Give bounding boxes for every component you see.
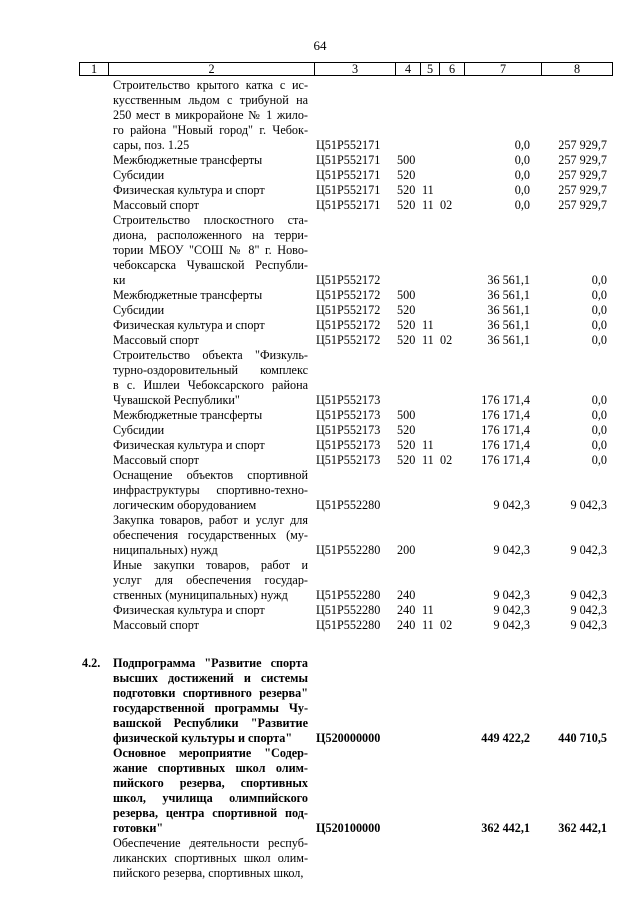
row-name [113,213,308,288]
header-col-5: 5 [421,63,440,76]
table-row [0,333,640,348]
table-row [0,558,640,603]
row-name-line: сары, поз. 1.25 [113,138,190,152]
row-value-col8: 0,0 [591,423,607,437]
header-col-3: 3 [315,63,396,76]
row-expense-type: 520 [397,318,416,332]
header-col-6: 6 [440,63,465,76]
row-code: Ц51Р552280 [316,543,381,557]
row-value-col7: 176 171,4 [481,453,530,467]
row-name [113,746,308,836]
row-name-line: 250 мест в микрорайоне № 1 жило- [113,108,308,122]
row-value-col7: 176 171,4 [481,408,530,422]
row-value-col7: 36 561,1 [487,273,530,287]
row-name-line: государственной программы Чу- [113,701,308,715]
header-col-8: 8 [542,63,613,76]
row-name-line: Строительство плоскостного ста- [113,213,308,227]
row-name [113,318,308,333]
row-name-line: Иные закупки товаров, работ и [113,558,308,572]
row-name-line: Строительство объекта "Физкуль- [113,348,308,362]
row-name-line: обеспечения государственных (му- [113,528,308,542]
row-value-col8: 9 042,3 [570,498,607,512]
row-name-line: ки [113,273,126,287]
row-code: Ц51Р552280 [316,498,381,512]
row-expense-type: 240 [397,603,416,617]
row-value-col7: 36 561,1 [487,318,530,332]
table-row [0,468,640,513]
table-row [0,453,640,468]
row-value-col7: 176 171,4 [481,393,530,407]
table-header [79,62,613,76]
header-col-7: 7 [465,63,542,76]
row-name-line: Физическая культура и спорт [113,183,265,197]
row-name-line: ниципальных) нужд [113,543,218,557]
row-name-line: Обеспечение деятельности респуб- [113,836,308,850]
row-name [113,656,308,746]
row-name-line: высших достижений и системы [113,671,308,685]
row-name-line: ственных (муниципальных) нужд [113,588,288,602]
row-section: 11 [422,438,434,452]
row-name-line: логическим оборудованием [113,498,257,512]
row-expense-type: 520 [397,423,416,437]
row-value-col8: 440 710,5 [558,731,607,745]
row-subsection: 02 [440,453,453,467]
row-code: Ц51Р552172 [316,273,381,287]
table-row [0,168,640,183]
row-name-line: Межбюджетные трансферты [113,288,263,302]
row-value-col7: 176 171,4 [481,438,530,452]
row-value-col8: 0,0 [591,303,607,317]
row-name [113,198,308,213]
table-row [0,348,640,408]
row-name-line: Подпрограмма "Развитие спорта [113,656,308,670]
row-code: Ц51Р552280 [316,618,381,632]
row-value-col8: 257 929,7 [558,198,607,212]
row-subsection: 02 [440,198,453,212]
row-name-line: физической культуры и спорта" [113,731,293,745]
row-value-col7: 0,0 [514,138,530,152]
header-col-4: 4 [396,63,421,76]
row-name-line: готовки" [113,821,164,835]
row-name [113,513,308,558]
row-name [113,333,308,348]
row-name-line: диона, расположенного на терри- [113,228,308,242]
row-expense-type: 520 [397,333,416,347]
row-name-line: Массовый спорт [113,618,199,632]
row-section: 11 [422,333,434,347]
row-code: Ц51Р552172 [316,303,381,317]
row-value-col7: 0,0 [514,183,530,197]
row-name-line: Массовый спорт [113,333,199,347]
row-name-line: Закупка товаров, работ и услуг для [113,513,308,527]
table-row [0,288,640,303]
row-expense-type: 520 [397,183,416,197]
table-row [0,603,640,618]
table-row [0,78,640,153]
row-code: Ц51Р552171 [316,138,381,152]
row-name-line: Межбюджетные трансферты [113,153,263,167]
header-col-1: 1 [80,63,109,76]
table-row [0,746,640,836]
row-name [113,303,308,318]
table-row [0,513,640,558]
row-code: Ц51Р552171 [316,153,381,167]
row-value-col8: 0,0 [591,318,607,332]
row-name [113,618,308,633]
row-name [113,438,308,453]
row-code: Ц51Р552172 [316,288,381,302]
row-name-line: Субсидии [113,168,165,182]
row-code: Ц51Р552173 [316,408,381,422]
table-row [0,656,640,746]
row-value-col8: 257 929,7 [558,153,607,167]
row-expense-type: 520 [397,453,416,467]
row-value-col7: 0,0 [514,153,530,167]
row-value-col7: 9 042,3 [493,588,530,602]
row-name-line: жание спортивных школ олим- [113,761,308,775]
row-name [113,423,308,438]
row-value-col8: 257 929,7 [558,168,607,182]
row-name [113,468,308,513]
row-code: Ц51Р552171 [316,168,381,182]
row-name-line: вашской Республики "Развитие [113,716,308,730]
table-row [0,303,640,318]
row-name-line: Физическая культура и спорт [113,318,265,332]
row-name-line: Субсидии [113,303,165,317]
row-value-col8: 0,0 [591,333,607,347]
row-name [113,453,308,468]
row-name-line: ликанских спортивных школ олим- [113,851,308,865]
table-row [0,213,640,288]
row-name-line: пийского резерва, спортивных [113,776,308,790]
row-code: Ц51Р552171 [316,183,381,197]
row-value-col7: 9 042,3 [493,618,530,632]
row-name-line: резерва, центра спортивной под- [113,806,308,820]
row-name [113,153,308,168]
row-subsection: 02 [440,618,453,632]
row-code: Ц51Р552172 [316,318,381,332]
row-expense-type: 520 [397,168,416,182]
row-name-line: Физическая культура и спорт [113,438,265,452]
row-section: 11 [422,603,434,617]
row-value-col7: 36 561,1 [487,288,530,302]
row-name-line: Межбюджетные трансферты [113,408,263,422]
row-name-line: инфраструктуры спортивно-техно- [113,483,308,497]
row-section: 11 [422,453,434,467]
header-col-2: 2 [109,63,315,76]
row-code: Ц520000000 [316,731,381,745]
row-value-col8: 9 042,3 [570,618,607,632]
row-code: Ц51Р552173 [316,453,381,467]
row-name [113,558,308,603]
row-name [113,288,308,303]
row-expense-type: 200 [397,543,416,557]
table-row [0,198,640,213]
row-code: Ц51Р552173 [316,438,381,452]
row-value-col7: 9 042,3 [493,498,530,512]
row-name-line: подготовки спортивного резерва" [113,686,308,700]
row-value-col8: 362 442,1 [558,821,607,835]
row-name-line: турно-оздоровительный комплекс [113,363,308,377]
row-expense-type: 240 [397,618,416,632]
row-code: Ц520100000 [316,821,381,835]
row-value-col8: 0,0 [591,393,607,407]
row-name-line: Оснащение объектов спортивной [113,468,308,482]
row-value-col8: 0,0 [591,273,607,287]
row-value-col8: 9 042,3 [570,588,607,602]
row-number: 4.2. [82,656,101,670]
row-expense-type: 520 [397,303,416,317]
row-expense-type: 240 [397,588,416,602]
row-value-col8: 0,0 [591,288,607,302]
page-number: 64 [313,38,327,53]
row-name [113,603,308,618]
row-name-line: школ, училища олимпийского [113,791,308,805]
row-code: Ц51Р552173 [316,393,381,407]
row-name-line: Основное мероприятие "Содер- [113,746,308,760]
row-name [113,348,308,408]
row-name-line: Физическая культура и спорт [113,603,265,617]
row-name [113,168,308,183]
table-row [0,438,640,453]
row-code: Ц51Р552171 [316,198,381,212]
row-value-col7: 9 042,3 [493,543,530,557]
row-value-col7: 362 442,1 [481,821,530,835]
row-name-line: Строительство крытого катка с ис- [113,78,308,92]
row-section: 11 [422,318,434,332]
row-code: Ц51Р552172 [316,333,381,347]
row-name-line: чебоксарска Чувашской Республи- [113,258,308,272]
table-row [0,423,640,438]
row-code: Ц51Р552280 [316,588,381,602]
row-expense-type: 520 [397,438,416,452]
row-name-line: пийского резерва, спортивных школ, [113,866,304,880]
row-expense-type: 500 [397,408,416,422]
table-row [0,618,640,633]
row-value-col8: 257 929,7 [558,138,607,152]
row-value-col7: 449 422,2 [481,731,530,745]
table-row [0,183,640,198]
row-value-col7: 176 171,4 [481,423,530,437]
row-name-line: Массовый спорт [113,453,199,467]
row-value-col7: 9 042,3 [493,603,530,617]
row-value-col8: 0,0 [591,408,607,422]
row-name [113,408,308,423]
row-value-col8: 9 042,3 [570,543,607,557]
row-name-line: услуг для обеспечения государ- [113,573,308,587]
row-name [113,78,308,153]
row-name-line: Чувашской Республики" [113,393,240,407]
row-value-col8: 0,0 [591,438,607,452]
row-name-line: Субсидии [113,423,165,437]
row-section: 11 [422,198,434,212]
table-row [0,318,640,333]
row-code: Ц51Р552280 [316,603,381,617]
row-name-line: го района "Новый город" г. Чебок- [113,123,308,137]
table-row [0,153,640,168]
row-value-col8: 257 929,7 [558,183,607,197]
table-row [0,836,640,881]
row-name-line: кусственным льдом с трибуной на [113,93,308,107]
row-value-col7: 36 561,1 [487,303,530,317]
row-subsection: 02 [440,333,453,347]
row-value-col7: 0,0 [514,198,530,212]
row-section: 11 [422,618,434,632]
row-expense-type: 500 [397,153,416,167]
row-value-col8: 9 042,3 [570,603,607,617]
row-value-col7: 36 561,1 [487,333,530,347]
row-section: 11 [422,183,434,197]
row-expense-type: 520 [397,198,416,212]
row-code: Ц51Р552173 [316,423,381,437]
row-value-col7: 0,0 [514,168,530,182]
row-name-line: в с. Ишлеи Чебоксарского района [113,378,308,392]
row-value-col8: 0,0 [591,453,607,467]
row-name-line: тории МБОУ "СОШ № 8" г. Ново- [113,243,308,257]
row-expense-type: 500 [397,288,416,302]
row-name [113,183,308,198]
row-name-line: Массовый спорт [113,198,199,212]
table-body [0,78,640,881]
row-name [113,836,308,881]
table-row [0,408,640,423]
